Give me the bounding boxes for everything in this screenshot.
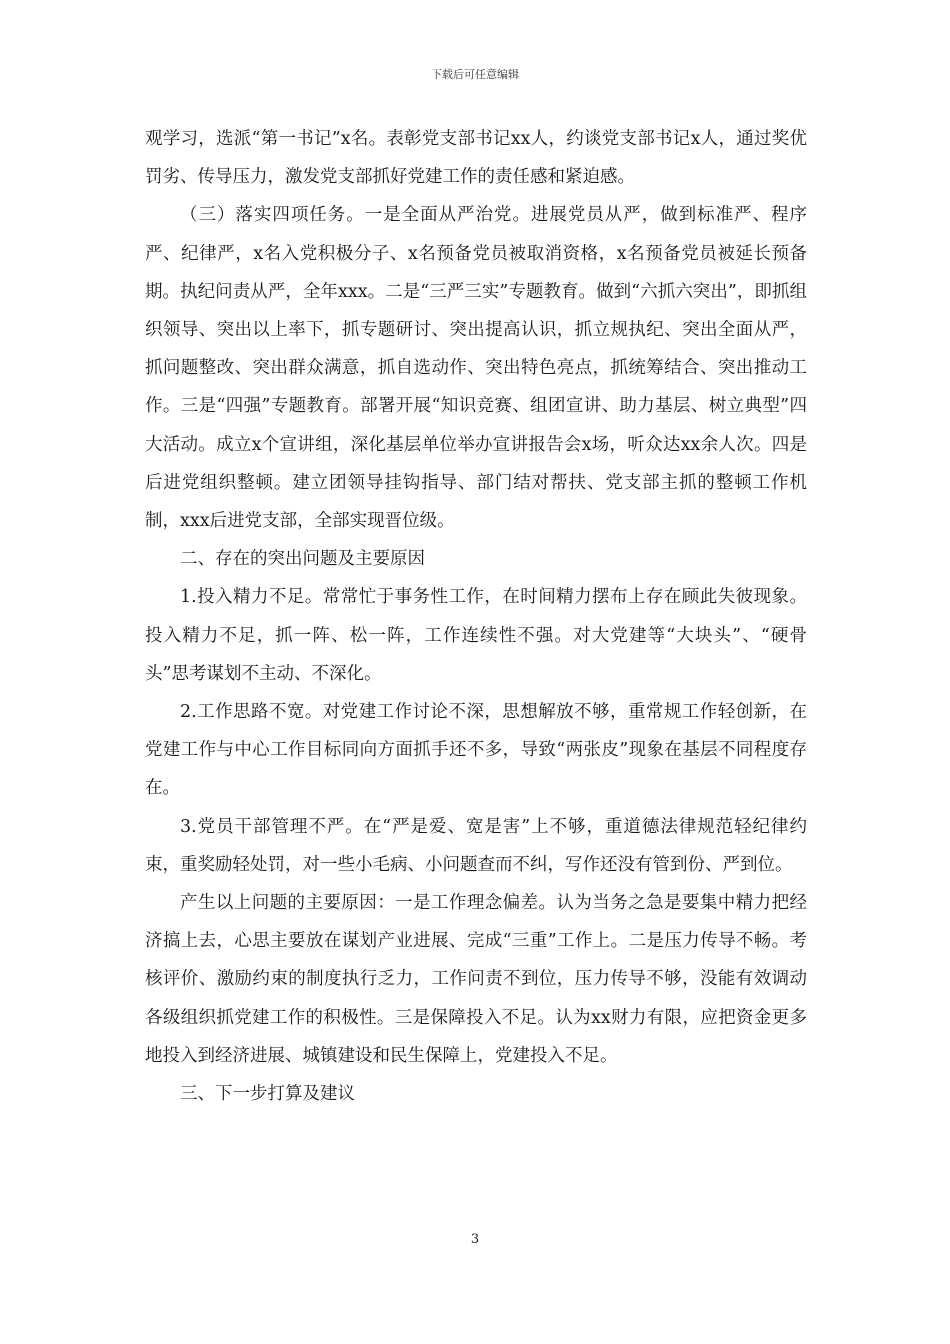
- paragraph-problem-2: 2.工作思路不宽。对党建工作讨论不深，思想解放不够，重常规工作轻创新，在党建工作与中心工作目标同向方面抓手还不多，导致“两张皮”现象在基层不同程度存在。: [145, 702, 807, 799]
- header-note: 下载后可任意编辑: [431, 68, 519, 81]
- paragraph-four-tasks: （三）落实四项任务。一是全面从严治党。进展党员从严，做到标准严、程序严、纪律严，x名入党积极分子、x名预备党员被取消资格，x名预备党员被延长预备期。执纪问责从严，全年xxx。二是“三严三实”专题教育。做到“六抓六突出”，即抓组织领导、突出以上率下，抓专题研讨、突出提高认识，抓立规执纪、突出全面从严，抓问题整改、突出群众满意，抓自选动作、突出特色亮点，抓统筹结合、突出推动工作。三是“四强”专题教育。部署开展“知识竞赛、组团宣讲、助力基层、树立典型”四大活动。成立x个宣讲组，深化基层单位举办宣讲报告会x场，听众达xx余人次。四是后进党组织整顿。建立团领导挂钩指导、部门结对帮扶、党支部主抓的整顿工作机制，xxx后进党支部，全部实现晋位级。: [145, 205, 807, 532]
- document-body: [145, 120, 807, 1113]
- paragraph-continuation: 观学习，选派“第一书记”x名。表彰党支部书记xx人，约谈党支部书记x人，通过奖优罚劣、传导压力，激发党支部抓好党建工作的责任感和紧迫感。: [145, 129, 807, 188]
- paragraph-problem-3: 3.党员干部管理不严。在“严是爱、宽是害”上不够，重道德法律规范轻纪律约束，重奖励轻处罚，对一些小毛病、小问题查而不纠，写作还没有管到份、严到位。: [145, 816, 807, 875]
- paragraph-causes: 产生以上问题的主要原因：一是工作理念偏差。认为当务之急是要集中精力把经济搞上去，心思主要放在谋划产业进展、完成“三重”工作上。二是压力传导不畅。考核评价、激励约束的制度执行乏力，工作问责不到位，压力传导不够，没能有效调动各级组织抓党建工作的积极性。三是保障投入不足。认为xx财力有限，应把资金更多地投入到经济进展、城镇建设和民生保障上，党建投入不足。: [145, 893, 807, 1066]
- section-heading-problems: 二、存在的突出问题及主要原因: [180, 549, 425, 570]
- section-heading-next-steps: 三、下一步打算及建议: [180, 1084, 355, 1105]
- paragraph-problem-1: 1.投入精力不足。常常忙于事务性工作，在时间精力摆布上存在顾此失彼现象。投入精力不足，抓一阵、松一阵，工作连续性不强。对大党建等“大块头”、“硬骨头”思考谋划不主动、不深化。: [145, 587, 807, 684]
- page-number: 3: [470, 1232, 480, 1247]
